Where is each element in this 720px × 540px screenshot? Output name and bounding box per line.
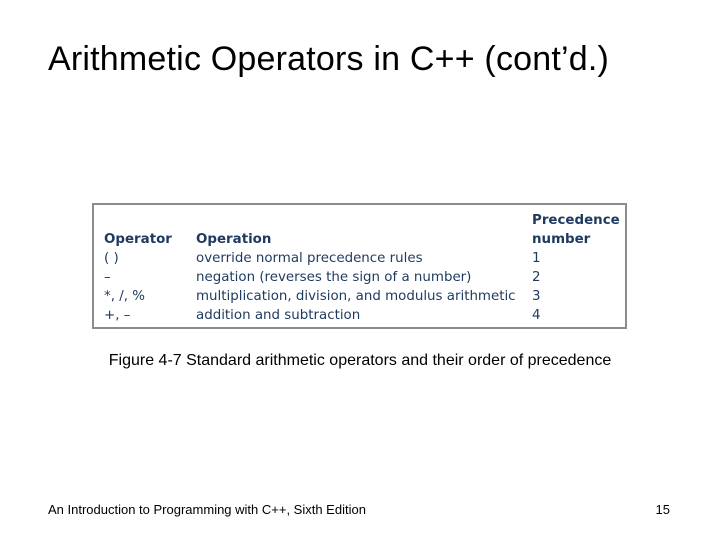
figure-caption: Figure 4-7 Standard arithmetic operators and their order of precedence xyxy=(108,352,612,369)
table-row xyxy=(104,287,622,306)
cell-operation: override normal precedence rules xyxy=(196,251,423,266)
cell-precedence: 4 xyxy=(532,308,541,323)
footer-book-title: An Introduction to Programming with C++, Sixth Edition xyxy=(48,502,366,517)
cell-operator: *, /, % xyxy=(104,289,145,304)
cell-operation: multiplication, division, and modulus arithmetic xyxy=(196,289,516,304)
table-header-row-top xyxy=(104,211,622,230)
figure-table-box xyxy=(92,203,627,329)
cell-operator: ( ) xyxy=(104,251,119,266)
table-row xyxy=(104,249,622,268)
table-row xyxy=(104,306,622,325)
slide-title: Arithmetic Operators in C++ (cont’d.) xyxy=(48,40,610,78)
header-precedence-line1: Precedence xyxy=(532,213,620,228)
header-precedence-line2: number xyxy=(532,232,591,247)
cell-precedence: 1 xyxy=(532,251,541,266)
footer-page-number: 15 xyxy=(655,502,670,517)
cell-precedence: 2 xyxy=(532,270,541,285)
cell-operator: – xyxy=(104,270,111,285)
table-header-row xyxy=(104,230,622,249)
header-operator: Operator xyxy=(104,232,172,247)
header-operation: Operation xyxy=(196,232,272,247)
cell-operation: addition and subtraction xyxy=(196,308,361,323)
cell-operation: negation (reverses the sign of a number) xyxy=(196,270,472,285)
cell-operator: +, – xyxy=(104,308,131,323)
operator-precedence-table xyxy=(104,211,622,325)
table-row xyxy=(104,268,622,287)
cell-precedence: 3 xyxy=(532,289,541,304)
